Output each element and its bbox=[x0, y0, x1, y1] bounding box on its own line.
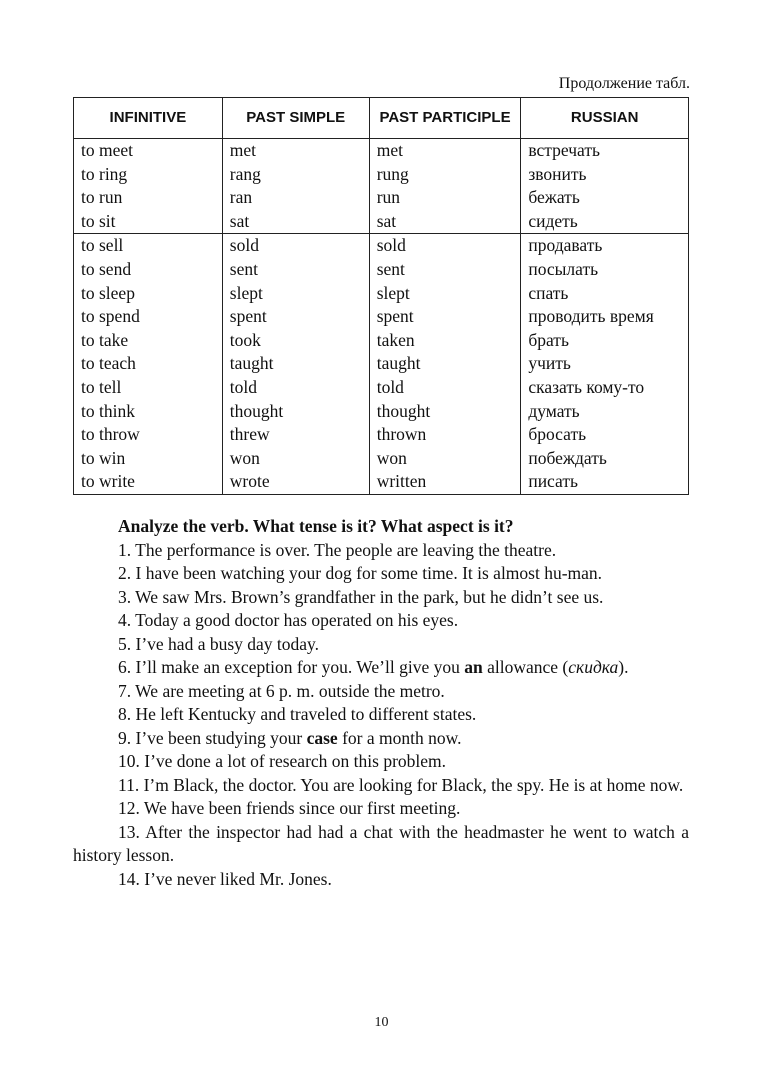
exercise-section bbox=[73, 515, 689, 891]
infinitive-value: to sit bbox=[81, 210, 116, 231]
sentence-6-text-2: allowance ( bbox=[482, 657, 569, 677]
cell-past-simple bbox=[222, 234, 369, 495]
russian-value: бежать bbox=[528, 187, 580, 208]
past-participle-value: slept bbox=[376, 282, 410, 303]
russian-value: брать bbox=[528, 329, 569, 350]
infinitive-value: to meet bbox=[81, 140, 133, 160]
cell-past-participle bbox=[369, 234, 521, 495]
past-participle-value: thought bbox=[376, 400, 431, 421]
header-past-participle: PAST PARTICIPLE bbox=[369, 98, 521, 139]
sentence-9-text: 9. I’ve been studying your bbox=[118, 727, 307, 748]
russian-value: продавать bbox=[528, 235, 603, 256]
past-participle-value: sent bbox=[376, 258, 405, 279]
past-simple-value: won bbox=[229, 447, 260, 468]
sentence-6-italic: скидка bbox=[568, 657, 619, 677]
past-simple-value: rang bbox=[229, 163, 261, 184]
past-simple-value: wrote bbox=[229, 471, 270, 492]
sentence-9-text-2: for a month now. bbox=[337, 727, 462, 748]
past-participle-value: sat bbox=[376, 210, 397, 231]
russian-value: учить bbox=[528, 353, 571, 374]
past-participle-value: rung bbox=[376, 163, 409, 184]
sentence-13: 13. After the inspector had had a chat with the headmaster he went to watch a history lesson. bbox=[73, 821, 689, 865]
infinitive-value: to run bbox=[81, 187, 123, 208]
russian-value: думать bbox=[528, 400, 580, 421]
continuation-note: Продолжение табл. bbox=[558, 75, 690, 92]
past-participle-value: told bbox=[376, 376, 404, 397]
infinitive-value: to win bbox=[81, 447, 126, 468]
infinitive-value: to ring bbox=[81, 163, 128, 184]
table-body bbox=[74, 139, 689, 495]
past-simple-value: threw bbox=[229, 424, 270, 445]
past-simple-value: took bbox=[229, 329, 261, 350]
infinitive-value: to spend bbox=[81, 306, 140, 327]
irregular-verbs-table bbox=[73, 97, 689, 495]
past-simple-value: thought bbox=[229, 400, 284, 421]
russian-value: сказать кому-то bbox=[528, 376, 645, 397]
sentence-5: 5. I’ve had a busy day today. bbox=[118, 633, 320, 654]
infinitive-value: to write bbox=[81, 471, 135, 492]
header-infinitive: INFINITIVE bbox=[74, 98, 223, 139]
sentence-2: 2. I have been watching your dog for some time. It is almost hu-man. bbox=[118, 563, 603, 583]
infinitive-value: to think bbox=[81, 400, 135, 421]
sentence-10: 10. I’ve done a lot of research on this problem. bbox=[118, 751, 447, 771]
table-row bbox=[74, 139, 689, 234]
infinitive-value: to tell bbox=[81, 376, 122, 397]
russian-value: встречать bbox=[528, 140, 600, 160]
sentence-6 bbox=[73, 656, 689, 680]
past-simple-value: met bbox=[229, 140, 257, 160]
page-number: 10 bbox=[374, 1015, 389, 1030]
russian-value: проводить время bbox=[528, 306, 654, 327]
sentence-9-bold: case bbox=[306, 727, 338, 748]
past-simple-value: slept bbox=[229, 282, 263, 303]
sentence-9 bbox=[73, 727, 689, 751]
sentence-4: 4. Today a good doctor has operated on his eyes. bbox=[118, 610, 459, 630]
header-past-simple: PAST SIMPLE bbox=[222, 98, 369, 139]
russian-value: писать bbox=[528, 471, 578, 492]
past-simple-value: sat bbox=[229, 210, 250, 231]
past-simple-value: ran bbox=[229, 187, 253, 208]
cell-russian bbox=[521, 234, 689, 495]
sentence-14: 14. I’ve never liked Mr. Jones. bbox=[118, 868, 332, 889]
sentence-6-end: ). bbox=[618, 657, 629, 677]
infinitive-value: to sleep bbox=[81, 282, 135, 303]
russian-value: звонить bbox=[528, 163, 587, 184]
past-participle-value: taught bbox=[376, 353, 421, 374]
table-header-row bbox=[74, 98, 689, 139]
sentence-8: 8. He left Kentucky and traveled to different states. bbox=[118, 704, 477, 724]
past-participle-value: met bbox=[376, 140, 403, 160]
sentence-1: 1. The performance is over. The people are leaving the theatre. bbox=[118, 539, 557, 560]
past-simple-value: told bbox=[229, 376, 258, 397]
past-simple-value: spent bbox=[229, 306, 267, 327]
infinitive-value: to send bbox=[81, 258, 132, 279]
past-participle-value: won bbox=[376, 447, 407, 468]
past-participle-value: spent bbox=[376, 306, 414, 327]
sentence-12: 12. We have been friends since our first meeting. bbox=[118, 798, 461, 818]
exercise-heading: Analyze the verb. What tense is it? What aspect is it? bbox=[118, 516, 514, 536]
russian-value: посылать bbox=[528, 258, 599, 279]
russian-value: сидеть bbox=[528, 210, 578, 231]
header-russian: RUSSIAN bbox=[521, 98, 689, 139]
sentence-3: 3. We saw Mrs. Brown’s grandfather in the park, but he didn’t see us. bbox=[118, 586, 604, 607]
past-simple-value: sold bbox=[229, 235, 259, 256]
infinitive-value: to teach bbox=[81, 353, 136, 374]
cell-infinitive bbox=[74, 139, 223, 234]
cell-infinitive bbox=[74, 234, 223, 495]
infinitive-value: to throw bbox=[81, 424, 140, 445]
past-simple-value: sent bbox=[229, 258, 258, 279]
russian-value: спать bbox=[528, 282, 569, 303]
infinitive-value: to take bbox=[81, 329, 129, 350]
cell-russian bbox=[521, 139, 689, 234]
past-simple-value: taught bbox=[229, 353, 274, 374]
sentence-6-text: 6. I’ll make an exception for you. We’ll give you bbox=[118, 657, 465, 677]
past-participle-value: written bbox=[376, 471, 427, 492]
cell-past-simple bbox=[222, 139, 369, 234]
past-participle-value: thrown bbox=[376, 424, 427, 445]
russian-value: бросать bbox=[528, 424, 587, 445]
past-participle-value: taken bbox=[376, 329, 415, 350]
table-row bbox=[74, 234, 689, 495]
past-participle-value: sold bbox=[376, 235, 406, 256]
past-participle-value: run bbox=[376, 187, 401, 208]
sentence-6-bold: an bbox=[464, 657, 483, 677]
infinitive-value: to sell bbox=[81, 235, 124, 256]
russian-value: побеждать bbox=[528, 447, 607, 468]
sentence-11: 11. I’m Black, the doctor. You are looking for Black, the spy. He is at home now. bbox=[118, 774, 684, 795]
cell-past-participle bbox=[369, 139, 521, 234]
sentence-7: 7. We are meeting at 6 p. m. outside the metro. bbox=[118, 680, 445, 701]
